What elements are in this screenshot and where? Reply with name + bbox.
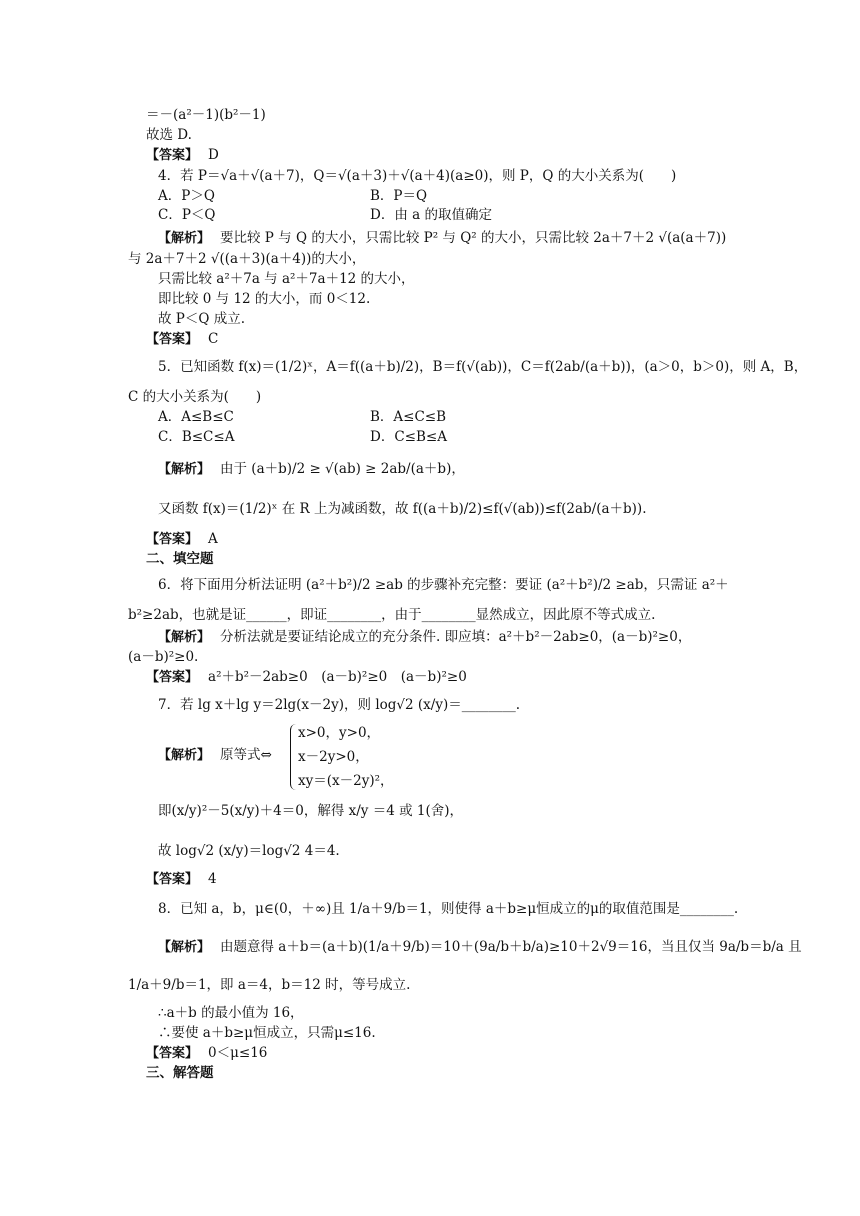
question-6-stem: b²≥2ab，也就是证______，即证________，由于________显然成立，因此原不等式成立. xyxy=(128,607,656,623)
question-7-stem: 7．若 lg x＋lg y＝2lg(x－2y)，则 log√2 (x/y)＝________. xyxy=(158,697,521,713)
answer-value: 0＜μ≤16 xyxy=(208,1045,268,1061)
answer-tag: 【答案】 xyxy=(146,332,199,347)
answer-line xyxy=(146,146,219,165)
analysis-tag: 【解析】 xyxy=(158,748,211,763)
analysis-text: 由于 (a＋b)/2 ≥ √(ab) ≥ 2ab/(a＋b)， xyxy=(220,461,465,477)
system-equation: xy＝(x－2y)²， xyxy=(298,773,394,789)
analysis-text: 分析法就是要证结论成立的充分条件. 即应填：a²＋b²－2ab≥0，(a－b)²≥0， xyxy=(220,629,692,645)
analysis-text: 要比较 P 与 Q 的大小，只需比较 P² 与 Q² 的大小，只需比较 2a＋7＋2 √(a(a＋7)) xyxy=(220,230,727,246)
q4-analysis-line: 故 P＜Q 成立. xyxy=(158,311,246,327)
q4-option-d: D．由 a 的取值确定 xyxy=(370,207,492,223)
answer-value: 4 xyxy=(208,871,217,887)
q4-analysis-line: 与 2a＋7＋2 √((a＋3)(a＋4))的大小， xyxy=(128,251,366,267)
text-line: 故选 D. xyxy=(146,127,192,143)
analysis-tag: 【解析】 xyxy=(158,630,211,645)
section-heading: 三、解答题 xyxy=(146,1065,214,1081)
answer-line xyxy=(146,1044,267,1063)
q5-option-b: B．A≤C≤B xyxy=(370,409,447,425)
q4-option-a: A．P＞Q xyxy=(158,188,215,204)
answer-tag: 【答案】 xyxy=(146,532,199,547)
system-equation: x>0，y>0， xyxy=(298,725,381,741)
answer-line xyxy=(146,330,218,349)
q4-option-c: C．P＜Q xyxy=(158,207,216,223)
analysis-text: 由题意得 a＋b＝(a＋b)(1/a＋9/b)＝10＋(9a/b＋b/a)≥10＋2√9＝16，当且仅当 9a/b＝b/a 且 xyxy=(220,939,802,955)
q8-analysis-line: ∴a＋b 的最小值为 16， xyxy=(158,1005,304,1021)
section-heading: 二、填空题 xyxy=(146,551,214,567)
question-4-stem: 4．若 P＝√a＋√(a＋7)，Q＝√(a＋3)＋√(a＋4)(a≥0)，则 P，Q 的大小关系为( ) xyxy=(158,168,677,184)
question-5-stem: 5．已知函数 f(x)＝(1/2)ˣ，A＝f((a＋b)/2)，B＝f(√(ab))，C＝f(2ab/(a＋b))，(a＞0，b＞0)，则 A，B， xyxy=(158,359,808,375)
answer-tag: 【答案】 xyxy=(146,1046,199,1061)
q8-analysis-line: 1/a＋9/b＝1，即 a＝4，b＝12 时，等号成立. xyxy=(128,977,411,993)
q7-analysis-line xyxy=(158,746,272,765)
answer-value: a²＋b²－2ab≥0 (a－b)²≥0 (a－b)²≥0 xyxy=(208,669,467,685)
q4-analysis-line xyxy=(158,229,726,248)
answer-line xyxy=(146,530,218,549)
q5-option-d: D．C≤B≤A xyxy=(370,429,447,445)
q6-analysis-line xyxy=(158,628,691,647)
analysis-tag: 【解析】 xyxy=(158,231,211,246)
q6-analysis-line: (a－b)²≥0. xyxy=(128,649,199,665)
q7-analysis-line: 即(x/y)²－5(x/y)＋4＝0，解得 x/y ＝4 或 1(舍)， xyxy=(158,803,463,819)
question-6-stem: 6．将下面用分析法证明 (a²＋b²)/2 ≥ab 的步骤补充完整：要证 (a²＋b²)/2 ≥ab，只需证 a²＋ xyxy=(158,577,729,593)
q5-analysis-line xyxy=(158,460,465,479)
q4-analysis-line: 只需比较 a²＋7a 与 a²＋7a＋12 的大小， xyxy=(158,271,415,287)
answer-tag: 【答案】 xyxy=(146,872,199,887)
q5-option-c: C．B≤C≤A xyxy=(158,429,235,445)
q7-analysis-line: 故 log√2 (x/y)＝log√2 4＝4. xyxy=(158,843,340,859)
text-line: ＝－(a²－1)(b²－1) xyxy=(146,107,266,123)
question-5-stem: C 的大小关系为( ) xyxy=(128,389,262,405)
answer-line xyxy=(146,870,217,889)
system-equation: x－2y>0， xyxy=(298,749,369,765)
answer-tag: 【答案】 xyxy=(146,670,199,685)
q8-analysis-line: ∴要使 a＋b≥μ恒成立，只需μ≤16. xyxy=(158,1025,376,1041)
answer-value: A xyxy=(208,531,218,547)
answer-value: C xyxy=(208,331,219,347)
answer-line xyxy=(146,668,467,687)
q8-analysis-line xyxy=(158,938,802,957)
q4-analysis-line: 即比较 0 与 12 的大小，而 0＜12. xyxy=(158,291,371,307)
question-8-stem: 8．已知 a，b，μ∈(0，＋∞)且 1/a＋9/b＝1，则使得 a＋b≥μ恒成立的μ的取值范围是________. xyxy=(158,901,739,917)
analysis-text: 原等式⇔ xyxy=(220,747,272,763)
q5-option-a: A．A≤B≤C xyxy=(158,409,234,425)
answer-tag: 【答案】 xyxy=(146,148,199,163)
answer-value: D xyxy=(208,147,219,163)
analysis-tag: 【解析】 xyxy=(158,940,211,955)
analysis-tag: 【解析】 xyxy=(158,462,211,477)
q4-option-b: B．P＝Q xyxy=(370,188,428,204)
q5-analysis-line: 又函数 f(x)＝(1/2)ˣ 在 R 上为减函数，故 f((a＋b)/2)≤f(√(ab))≤f(2ab/(a＋b)). xyxy=(158,501,647,517)
